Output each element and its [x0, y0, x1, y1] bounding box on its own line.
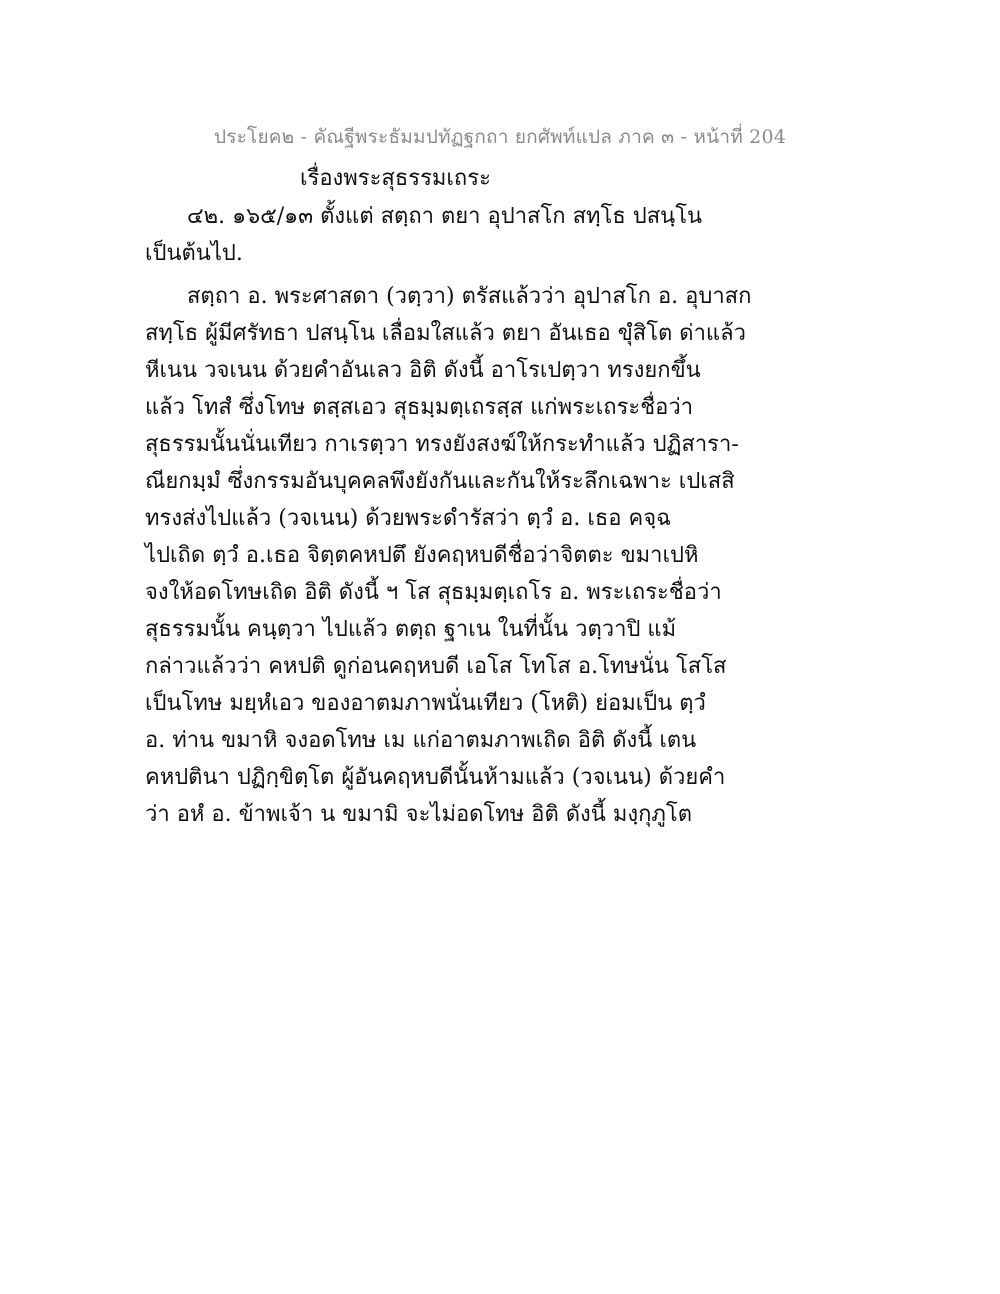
body-text [145, 198, 752, 833]
paragraph-2-line-3: หีเนน วจเนน ด้วยคำอันเลว อิติ ดังนี้ อาโรเปตฺวา ทรงยกขึ้น [145, 358, 701, 383]
paragraph-2-line-12: เป็นโทษ มยฺหํเอว ของอาตมภาพนั่นเทียว (โหติ) ย่อมเป็น ตฺวํ [145, 691, 706, 716]
paragraph-2-line-1: สตฺถา อ. พระศาสดา (วตฺวา) ตรัสแล้วว่า อุปาสโก อ. อุบาสก [187, 284, 752, 309]
paragraph-1-line-2: เป็นต้นไป. [145, 241, 243, 266]
paragraph-2-line-2: สทฺโธ ผู้มีศรัทธา ปสนฺโน เลื่อมใสแล้ว ตยา อันเธอ ขุํสิโต ด่าแล้ว [145, 321, 746, 346]
running-header [0, 122, 1000, 152]
story-title: เรื่องพระสุธรรมเถระ [300, 166, 491, 191]
paragraph-2-line-9: จงให้อดโทษเถิด อิติ ดังนี้ ฯ โส สุธมฺมตฺเถโร อ. พระเถระชื่อว่า [145, 580, 722, 605]
running-header-text: ประโยค๒ - คัณฐีพระธัมมปทัฏฐกถา ยกศัพท์แปล ภาค ๓ - หน้าที่ 204 [213, 126, 787, 148]
paragraph-2-line-11: กล่าวแล้วว่า คหปติ ดูก่อนคฤหบดี เอโส โทโส อ.โทษนั่น โสโส [145, 654, 727, 679]
paragraph-2-line-10: สุธรรมนั้น คนฺตฺวา ไปแล้ว ตตฺถ ฐาเน ในที่นั้น วตฺวาปิ แม้ [145, 617, 677, 642]
paragraph-2-line-15: ว่า อหํ อ. ข้าพเจ้า น ขมามิ จะไม่อดโทษ อิติ ดังนี้ มงฺกุภูโต [145, 802, 692, 827]
paragraph-2-line-6: ณียกมฺมํ ซึ่งกรรมอันบุคคลพึงยังกันและกันให้ระลึกเฉพาะ เปเสสิ [145, 469, 735, 494]
paragraph-1-line-1: ๔๒. ๑๖๕/๑๓ ตั้งแต่ สตฺถา ตยา อุปาสโก สทฺโธ ปสนฺโน [187, 204, 703, 229]
paragraph-2-line-14: คหปตินา ปฏิกฺขิตฺโต ผู้อันคฤหบดีนั้นห้ามแล้ว (วจเนน) ด้วยคำ [145, 765, 726, 790]
paragraph-2-line-7: ทรงส่งไปแล้ว (วจเนน) ด้วยพระดำรัสว่า ตฺวํ อ. เธอ คจฺฉ [145, 506, 672, 531]
paragraph-2-line-13: อ. ท่าน ขมาหิ จงอดโทษ เม แก่อาตมภาพเถิด อิติ ดังนี้ เตน [145, 728, 697, 753]
paragraph-2-line-5: สุธรรมนั้นนั่นเทียว กาเรตฺวา ทรงยังสงฆ์ให้กระทำแล้ว ปฏิสารา- [145, 432, 739, 457]
paragraph-2-line-8: ไปเถิด ตฺวํ อ.เธอ จิตฺตคหปตึ ยังคฤหบดีชื่อว่าจิตตะ ขมาเปหิ [145, 543, 699, 568]
paragraph-2-line-4: แล้ว โทสํ ซึ่งโทษ ตสฺสเอว สุธมฺมตฺเถรสฺส แก่พระเถระชื่อว่า [145, 395, 694, 420]
